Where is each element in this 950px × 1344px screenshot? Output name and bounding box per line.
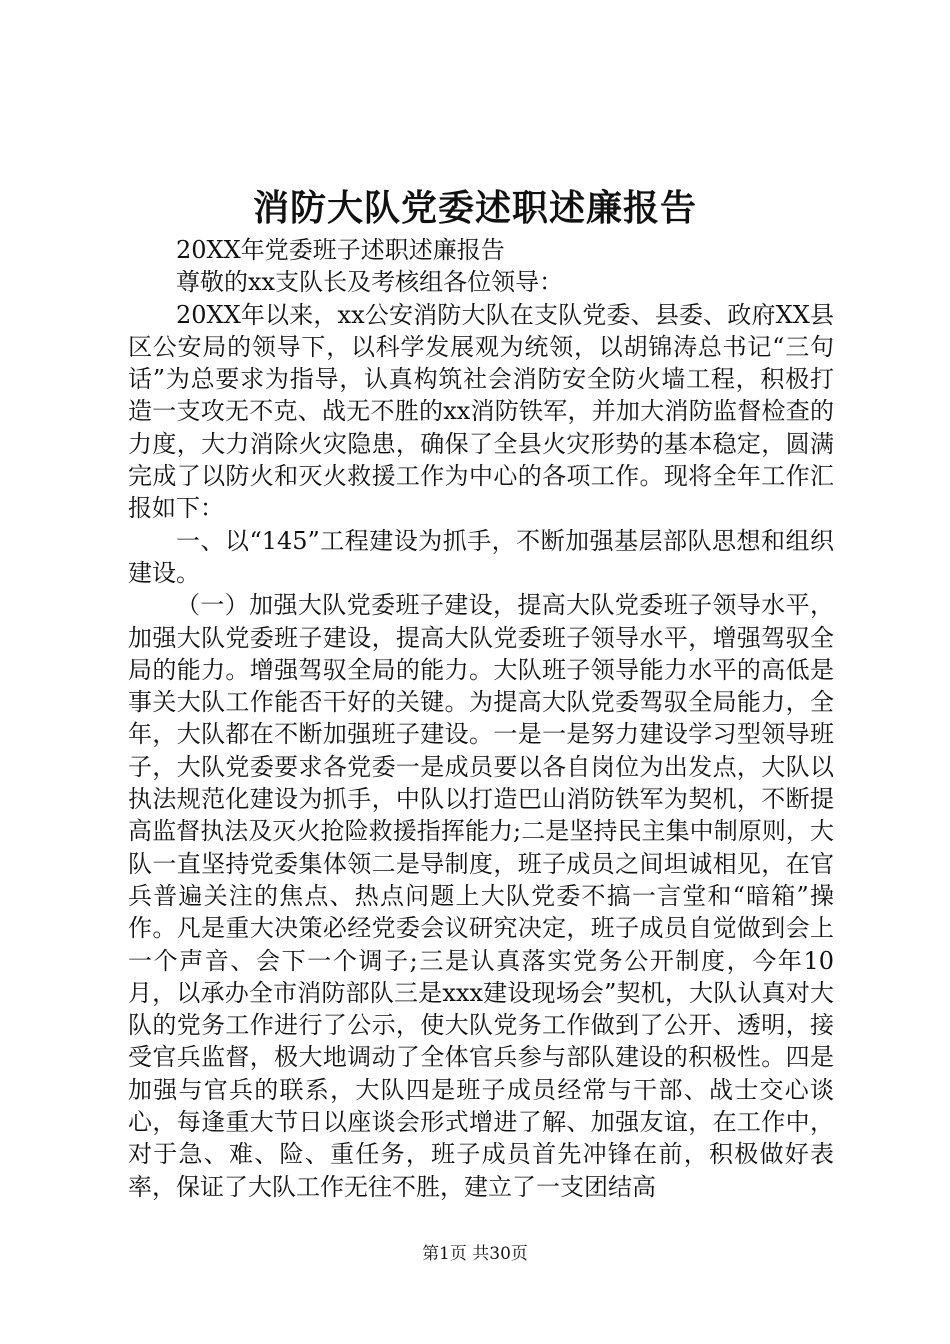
section-heading-paragraph: 一、以“145”工程建设为抓手，不断加强基层部队思想和组织建设。: [128, 526, 834, 587]
document-title: 消防大队党委述职述廉报告: [252, 187, 697, 229]
intro-paragraph: 20XX年以来，xx公安消防大队在支队党委、县委、政府XX县区公安局的领导下，以科学发展观为统领，以胡锦涛总书记“三句话”为总要求为指导，认真构筑社会消防安全防火墙工程，积极打造一支攻无不克、战无不胜的xx消防铁军，并加大消防监督检查的力度，大力消除火灾隐患，确保了全县火灾形势的基本稳定，圆满完成了以防火和灭火救援工作为中心的各项工作。现将全年工作汇报如下：: [128, 300, 834, 523]
subsection-paragraph: （一）加强大队党委班子建设，提高大队党委班子领导水平，加强大队党委班子建设，提高大队党委班子领导水平，增强驾驭全局的能力。增强驾驭全局的能力。大队班子领导能力水平的高低是事关大队工作能否干好的关键。为提高大队党委驾驭全局能力，全年，大队都在不断加强班子建设。一是一是努力建设学习型领导班子，大队党委要求各党委一是成员要以各自岗位为出发点，大队以执法规范化建设为抓手，中队以打造巴山消防铁军为契机，不断提高监督执法及灭火抢险救援指挥能力;二是坚持民主集中制原则，大队一直坚持党委集体领二是导制度，班子成员之间坦诚相见，在官兵普遍关注的焦点、热点问题上大队党委不搞一言堂和“暗箱”操作。凡是重大决策必经党委会议研究决定，班子成员自觉做到会上一个声音、会下一个调子;三是认真落实党务公开制度，今年10月，以承办全市消防部队三是xxx建设现场会”契机，大队认真对大队的党务工作进行了公示，使大队党务工作做到了公开、透明，接受官兵监督，极大地调动了全体官兵参与部队建设的积极性。四是加强与官兵的联系，大队四是班子成员经常与干部、战士交心谈心，每逢重大节日以座谈会形式增进了解、加强友谊，在工作中，对于急、难、险、重任务，班子成员首先冲锋在前，积极做好表率，保证了大队工作无往不胜，建立了一支团结高: [128, 591, 834, 1201]
page-footer: 第1页 共30页: [422, 1244, 528, 1264]
salutation-paragraph: 尊敬的xx支队长及考核组各位领导：: [176, 268, 564, 297]
document-body: [128, 234, 834, 1203]
report-subtitle-paragraph: 20XX年党委班子述职述廉报告: [176, 236, 505, 264]
